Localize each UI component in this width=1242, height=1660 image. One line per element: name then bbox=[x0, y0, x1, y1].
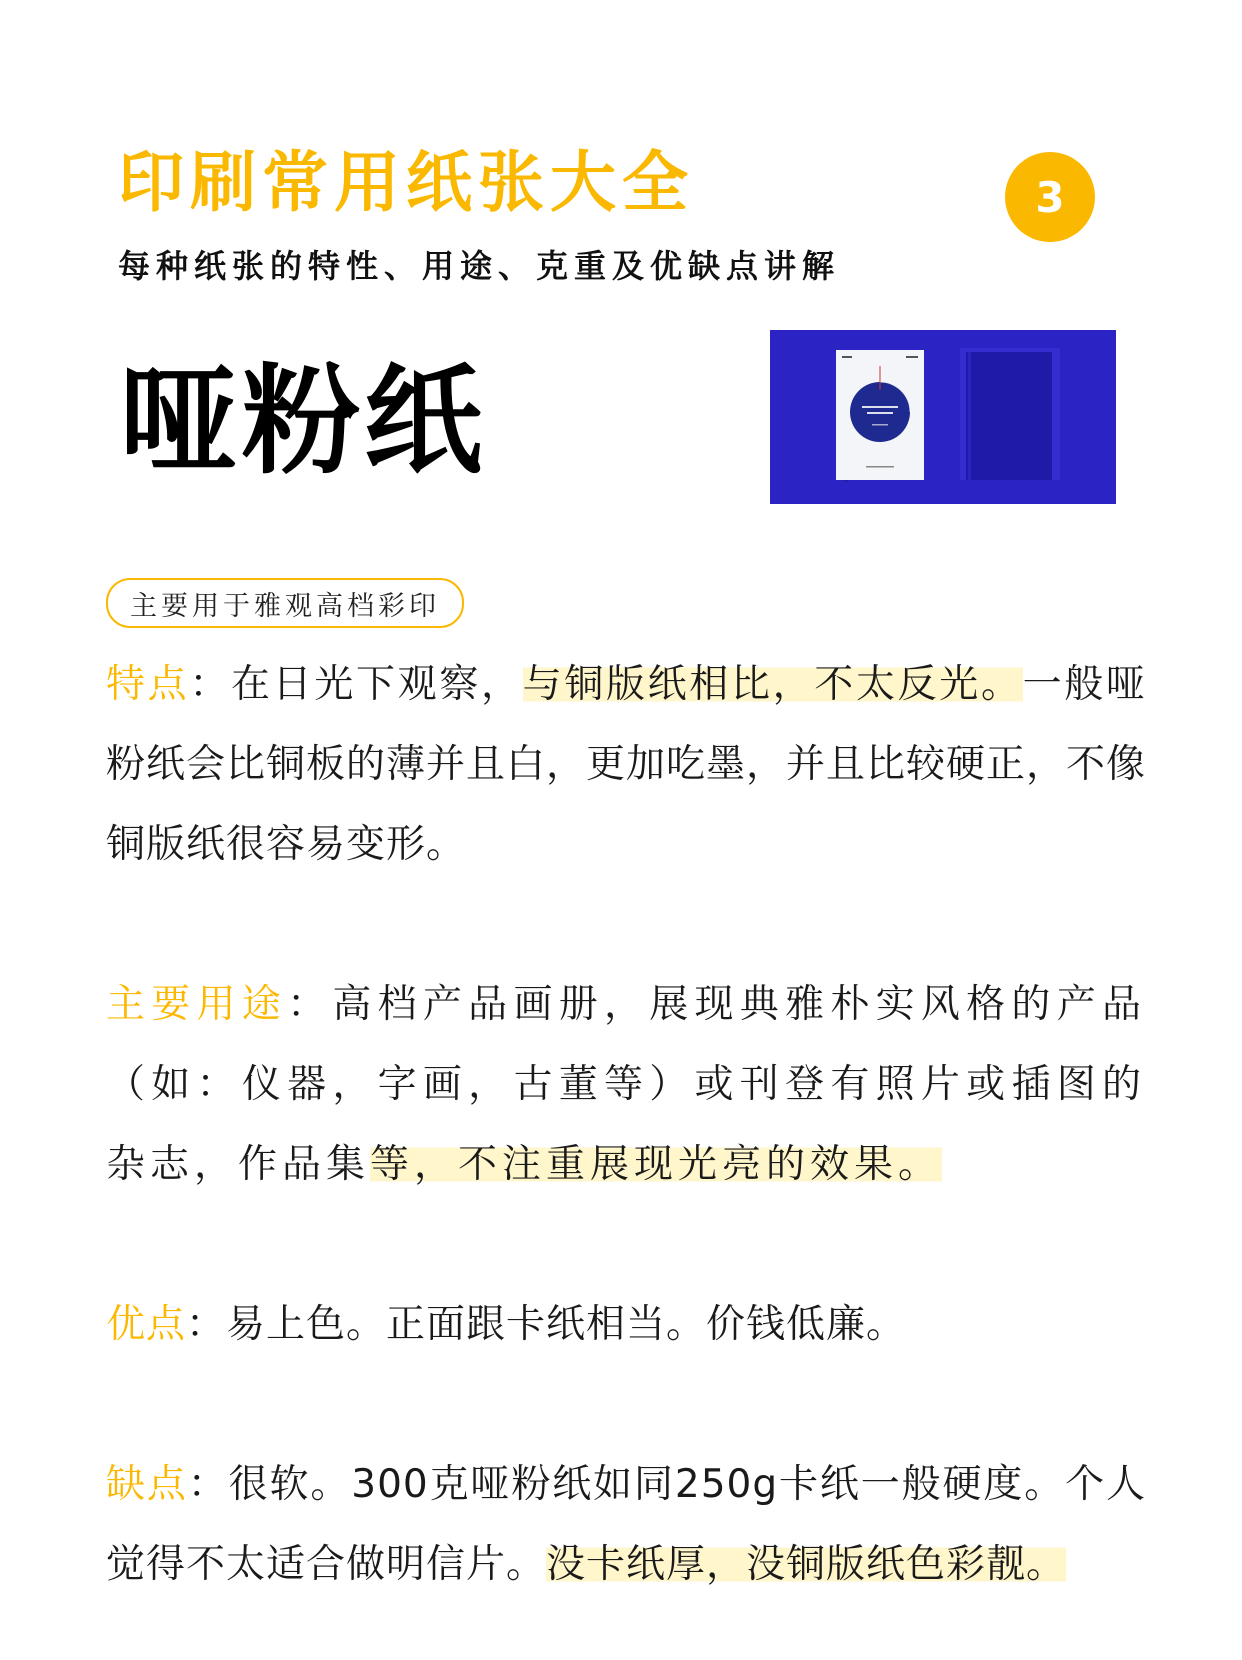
pros-separator: ： bbox=[186, 1302, 227, 1347]
uses-separator: ： bbox=[287, 982, 333, 1027]
booklet-mockup-image bbox=[770, 330, 1116, 504]
uses-label: 主要用途 bbox=[106, 982, 288, 1027]
pros-label: 优点 bbox=[106, 1302, 187, 1347]
features-text: 在日光下观察， bbox=[231, 662, 523, 707]
cons-text: 很软。300克哑粉纸如同250g卡纸一般硬度。个人觉得不太适合做明信片。 bbox=[106, 1462, 1146, 1587]
uses-text: 高档产品画册，展现典雅朴实风格的产品（如：仪器，字画，古董等）或刊登有照片或插图的杂志，作品集 bbox=[106, 982, 1146, 1187]
cons-label: 缺点 bbox=[106, 1462, 188, 1507]
product-photo bbox=[770, 330, 1116, 504]
uses-highlight: 等，不注重展现光亮的效果。 bbox=[370, 1142, 943, 1187]
paper-type-title: 哑粉纸 bbox=[120, 352, 487, 490]
pros-paragraph bbox=[106, 1285, 1146, 1365]
cons-highlight: 没卡纸厚，没铜版纸色彩靓。 bbox=[546, 1542, 1067, 1587]
features-separator: ： bbox=[189, 662, 231, 707]
features-highlight: 与铜版纸相比，不太反光。 bbox=[522, 662, 1023, 707]
cons-paragraph bbox=[106, 1445, 1146, 1605]
features-label: 特点 bbox=[106, 662, 190, 707]
usage-tag: 主要用于雅观高档彩印 bbox=[106, 578, 464, 628]
series-title: 印刷常用纸张大全 bbox=[118, 144, 694, 221]
cons-separator: ： bbox=[187, 1462, 229, 1507]
features-text-more: 一般哑粉纸会比铜板的薄并且白，更加吃墨，并且比较硬正，不像铜版纸很容易变形。 bbox=[106, 662, 1147, 867]
pros-text: 易上色。正面跟卡纸相当。价钱低廉。 bbox=[226, 1302, 907, 1347]
page-number-badge: 3 bbox=[1005, 152, 1095, 242]
series-subtitle: 每种纸张的特性、用途、克重及优缺点讲解 bbox=[118, 247, 841, 285]
uses-paragraph bbox=[106, 965, 1146, 1205]
features-paragraph bbox=[106, 645, 1146, 885]
